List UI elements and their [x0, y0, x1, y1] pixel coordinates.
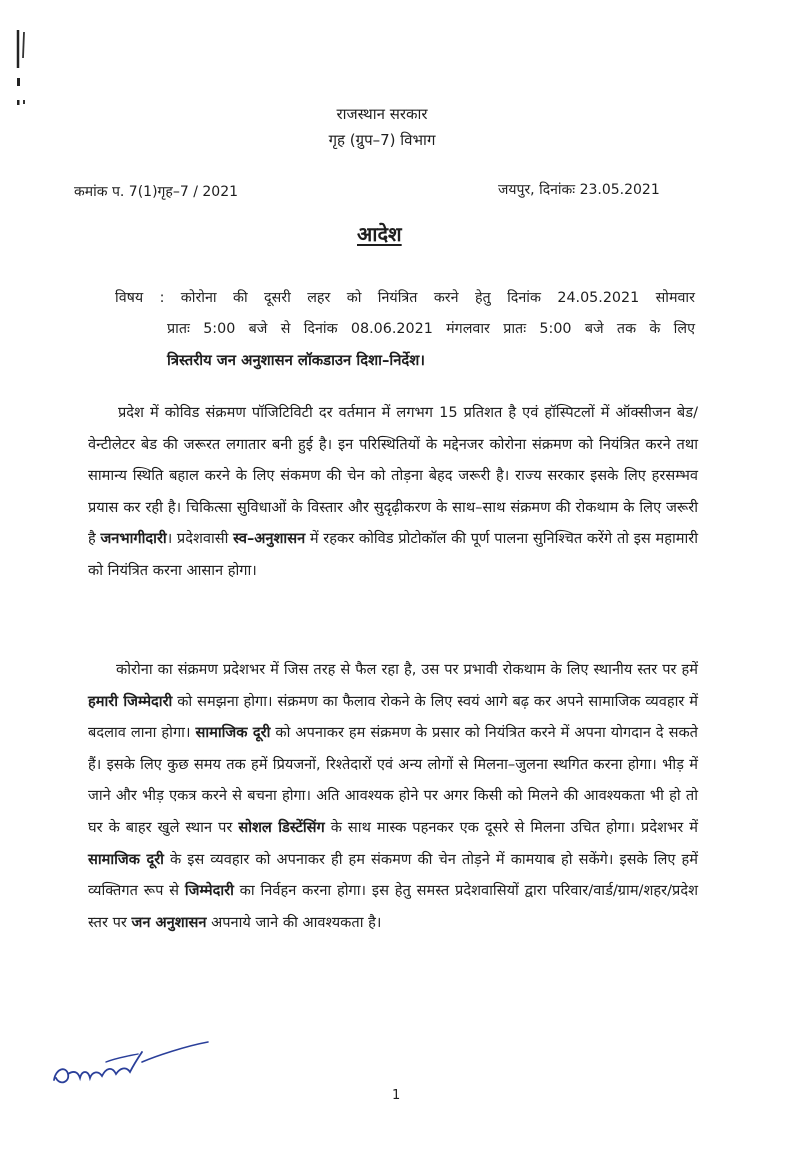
paragraph-1-bold-swa-anushasan: स्व–अनुशासन [233, 530, 306, 548]
paragraph-2-text-b: को समझना होगा। संक्रमण का फैलाव रोकने के लिए स्वयं आगे बढ़ कर अपने सामाजिक व्यवहार में बदलाव लाना होगा। [88, 692, 699, 742]
paragraph-1-bold-janbhagidari: जनभागीदारी [100, 530, 167, 548]
paragraph-2-bold-social-distancing: सोशल डिस्टेंसिंग [238, 818, 325, 836]
paragraph-2 [88, 654, 698, 938]
paragraph-2-text-g: अपनाये जाने की आवश्यकता है। [206, 913, 382, 931]
paragraph-1-text-b: । प्रदेशवासी [166, 530, 234, 548]
order-reference-number: कमांक प. 7(1)गृह–7 / 2021 [74, 184, 239, 200]
signature-mark [46, 1040, 216, 1100]
paragraph-2-text-c: को अपनाकर हम संक्रमण के प्रसार को नियंत्रित करने में अपना योगदान दे सकते हैं। इसके लिए कुछ समय तक हमें प्रियजनों, रिश्तेदारों एवं अन्य लोगों से मिलना–जुलना स्थगित करना होगा। भीड़ में जाने और भीड़ एकत्र करने से बचना होगा। अति आवश्यक होने पर अगर किसी को मिलने की आवश्यकता भी हो तो घर के बाहर खुले स्थान पर [88, 724, 698, 836]
subject-line-1: विषय : कोरोना की दूसरी लहर को नियंत्रित करने हेतु दिनांक 24.05.2021 सोमवार [115, 290, 695, 306]
order-place-date: जयपुर, दिनांकः 23.05.2021 [498, 182, 660, 198]
paragraph-2-bold-samajik-doori: सामाजिक दूरी [195, 724, 271, 742]
department-name: गृह (ग्रुप–7) विभाग [328, 131, 436, 149]
paragraph-1 [88, 397, 698, 587]
subject-line-3: त्रिस्तरीय जन अनुशासन लॉकडाउन दिशा–निर्देश। [167, 352, 425, 369]
subject-line-2: प्रातः 5:00 बजे से दिनांक 08.06.2021 मंगलवार प्रातः 5:00 बजे तक के लिए [167, 321, 695, 337]
paragraph-1-text-a: प्रदेश में कोविड संक्रमण पॉजिटिविटी दर वर्तमान में लगभग 15 प्रतिशत है एवं हॉस्पिटलों में ऑक्सीजन बेड/वेन्टीलेटर बेड की जरूरत लगातार बनी हुई है। इन परिस्थितियों के मद्देनजर कोरोना संक्रमण को नियंत्रित करने तथा सामान्य स्थिति बहाल करने के लिए संकमण की चेन को तोड़ना बेहद जरूरी है। राज्य सरकार इसके लिए हरसम्भव प्रयास कर रही है। चिकित्सा सुविधाओं के विस्तार और सुदृढ़ीकरण के साथ–साथ संक्रमण की रोकथाम के लिए जरूरी है [88, 404, 698, 548]
page-number: 1 [392, 1088, 401, 1103]
paragraph-2-text-a: कोरोना का संक्रमण प्रदेशभर में जिस तरह से फैल रहा है, उस पर प्रभावी रोकथाम के लिए स्थानीय स्तर पर हमें [116, 661, 698, 678]
paragraph-2-bold-samajik-doori-2: सामाजिक दूरी [88, 850, 164, 868]
paragraph-2-bold-hamari-jimmedari: हमारी जिम्मेदारी [88, 692, 173, 710]
paragraph-2-bold-jimmedari: जिम्मेदारी [184, 882, 234, 900]
paragraph-2-bold-jan-anushasan: जन अनुशासन [131, 913, 207, 931]
government-name: राजस्थान सरकार [336, 105, 428, 123]
paragraph-1-text-c: में रहकर कोविड प्रोटोकॉल की पूर्ण पालना सुनिश्चित करेंगे तो इस महामारी को नियंत्रित करना आसान होगा। [88, 530, 698, 579]
paragraph-2-text-f: का निर्वहन करना होगा। इस हेतु समस्त प्रदेशवासियों द्वारा परिवार/वार्ड/ग्राम/शहर/प्रदेश स्तर पर [88, 882, 699, 931]
paragraph-2-text-d: के साथ मास्क पहनकर एक दूसरे से मिलना उचित होगा। प्रदेशभर में [324, 818, 698, 836]
paragraph-2-text-e: के इस व्यवहार को अपनाकर ही हम संकमण की चेन तोड़ने में कामयाब हो सकेंगे। इसके लिए हमें व्यक्तिगत रूप से [88, 850, 698, 900]
order-title: आदेश [357, 222, 402, 246]
subject-block [115, 283, 695, 376]
